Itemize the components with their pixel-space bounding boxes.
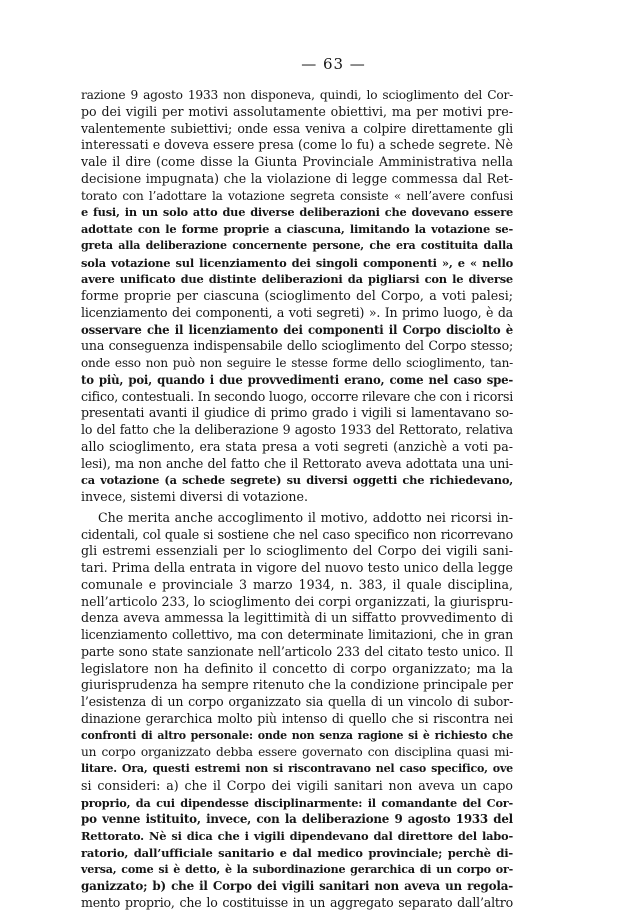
- text-line: adottate con le forme proprie a ciascuna, limitando la votazione se-: [81, 222, 513, 236]
- text-line: tari. Prima della entrata in vigore del nuovo testo unico della legge: [81, 560, 513, 575]
- text-line: versa, come si è detto, è la subordinazione gerarchica di un corpo or-: [81, 862, 513, 876]
- text-line: invece, sistemi diversi di votazione.: [81, 489, 309, 504]
- text-line: un corpo organizzato debba essere governato con disciplina quasi mi-: [81, 745, 513, 760]
- text-line: Che merita anche accoglimento il motivo, addotto nei ricorsi in-: [98, 509, 513, 525]
- text-line: mento proprio, che lo costituisse in un aggregato separato dall’altro: [81, 895, 513, 910]
- text-line: gli estremi essenziali per lo scioglimento del Corpo dei vigili sani-: [81, 543, 513, 559]
- text-line: e fusi, in un solo atto due diverse deliberazioni che dovevano essere: [81, 205, 513, 220]
- text-line: giurisprudenza ha sempre ritenuto che la condizione principale per: [81, 677, 513, 693]
- text-line: valentemente subiettivi; onde essa veniva a colpire direttamente gli: [81, 120, 513, 136]
- text-line: decisione impugnata) che la violazione di legge commessa dal Ret-: [81, 170, 513, 186]
- text-line: sola votazione sul licenziamento dei singoli componenti », e « nello: [81, 255, 513, 270]
- page-number: — 63 —: [301, 55, 366, 73]
- text-line: una conseguenza indispensabile dello scioglimento del Corpo stesso;: [81, 338, 513, 354]
- text-line: denza aveva ammessa la legittimità di un siffatto provvedimento di: [81, 610, 513, 626]
- text-line: torato con l’adottare la votazione segreta consiste « nell’avere confusi: [81, 188, 513, 203]
- text-line: l’esistenza di un corpo organizzato sia quella di un vincolo di subor-: [81, 694, 513, 709]
- text-line: comunale e provinciale 3 marzo 1934, n. 383, il quale disciplina,: [81, 576, 513, 592]
- text-line: greta alla deliberazione concernente persone, che era costituita dalla: [81, 238, 513, 252]
- text-line: legislatore non ha definito il concetto di corpo organizzato; ma la: [81, 660, 513, 676]
- text-line: nell’articolo 233, lo scioglimento dei corpi organizzati, la giurispru-: [81, 593, 513, 609]
- text-line: si consideri: a) che il Corpo dei vigili sanitari non aveva un capo: [81, 777, 513, 793]
- text-line: razione 9 agosto 1933 non disponeva, quindi, lo scioglimento del Cor-: [81, 88, 513, 102]
- text-line: dinazione gerarchica molto più intenso di quello che si riscontra nei: [81, 710, 513, 726]
- text-line: po dei vigili per motivi assolutamente obiettivi, ma per motivi pre-: [81, 103, 513, 119]
- text-line: presentati avanti il giudice di primo grado i vigili si lamentavano so-: [81, 405, 513, 421]
- text-line: allo scioglimento, era stata presa a voti segreti (anzichè a voti pa-: [81, 438, 513, 454]
- text-line: lesi), ma non anche del fatto che il Rettorato aveva adottata una uni-: [81, 455, 513, 471]
- text-line: cifico, contestuali. In secondo luogo, occorre rilevare che con i ricorsi: [81, 388, 514, 404]
- text-line: litare. Ora, questi estremi non si riscontravano nel caso specifico, ove: [81, 762, 513, 775]
- text-line: onde esso non può non seguire le stesse forme dello scioglimento, tan-: [81, 356, 513, 370]
- text-line: avere unificato due distinte deliberazioni da pigliarsi con le diverse: [81, 272, 513, 287]
- text-line: licenziamento dei componenti, a voti segreti) ». In primo luogo, è da: [81, 304, 513, 320]
- text-line: ganizzato; b) che il Corpo dei vigili sanitari non aveva un regola-: [81, 879, 513, 894]
- text-line: ca votazione (a schede segrete) su diversi oggetti che richiedevano,: [81, 473, 513, 488]
- text-line: confronti di altro personale: onde non senza ragione si è richiesto che: [81, 728, 513, 742]
- text-line: ratorio, dall’ufficiale sanitario e dal medico provinciale; perchè di-: [81, 845, 513, 860]
- text-line: vale il dire (come disse la Giunta Provinciale Amministrativa nella: [81, 154, 513, 169]
- text-line: parte sono state sanzionate nell’articolo 233 del citato testo unico. Il: [81, 643, 513, 659]
- text-line: licenziamento collettivo, ma con determinate limitazioni, che in gran: [81, 627, 513, 642]
- text-line: osservare che il licenziamento dei componenti il Corpo disciolto è: [81, 322, 513, 337]
- text-line: interessati e doveva essere presa (come lo fu) a schede segrete. Nè: [81, 137, 513, 153]
- text-line: lo del fatto che la deliberazione 9 agosto 1933 del Rettorato, relativa: [81, 422, 513, 437]
- text-line: to più, poi, quando i due provvedimenti erano, come nel caso spe-: [81, 372, 513, 387]
- body-text: [81, 87, 513, 912]
- text-line: Rettorato. Nè si dica che i vigili dipendevano dal direttore del labo-: [81, 829, 513, 843]
- text-line: cidentali, col quale si sostiene che nel caso specifico non ricorrevano: [81, 526, 513, 542]
- text-line: proprio, da cui dipendesse disciplinarmente: il comandante del Cor-: [81, 795, 513, 810]
- text-line: po venne istituito, invece, con la deliberazione 9 agosto 1933 del: [81, 812, 513, 827]
- text-line: forme proprie per ciascuna (scioglimento del Corpo, a voti palesi;: [81, 288, 513, 303]
